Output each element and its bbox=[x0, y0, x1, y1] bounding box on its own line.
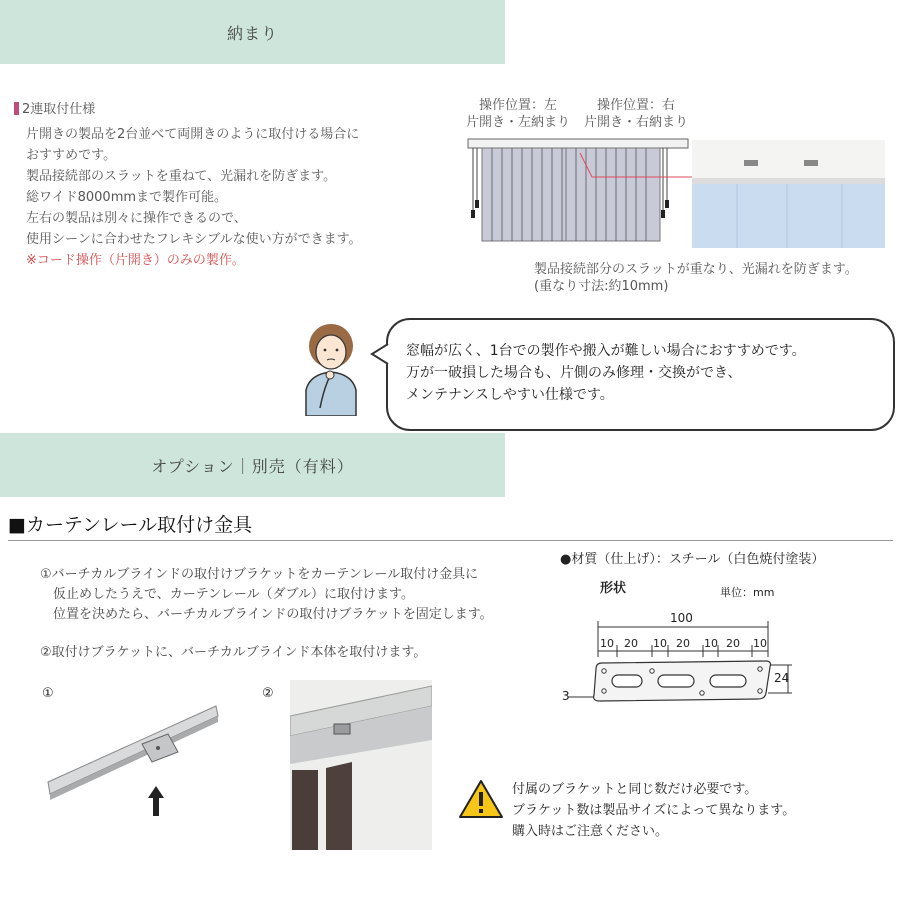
dim-f: 20 bbox=[726, 637, 740, 650]
overlap-dimension: (重なり寸法:約10mm) bbox=[534, 279, 669, 294]
photo-rail bbox=[692, 178, 885, 184]
heading-divider bbox=[8, 540, 893, 541]
warning-line: 付属のブラケットと同じ数だけ必要です。 bbox=[512, 782, 758, 797]
shape-label: 形状 bbox=[600, 581, 627, 596]
photo2-bracket bbox=[334, 724, 350, 734]
photo-rail-area bbox=[692, 140, 885, 180]
section-header-fitting bbox=[0, 0, 505, 64]
speech-bubble-text bbox=[406, 340, 876, 406]
person-eye-left bbox=[324, 349, 327, 352]
photo1-rail-shadow bbox=[50, 716, 218, 800]
bracket-dimension-drawing bbox=[560, 605, 800, 715]
warning-icon bbox=[458, 779, 504, 819]
desc-line: 片開きの製品を2台並べて両開きのように取付ける場合に bbox=[26, 127, 360, 142]
twin-spec-description bbox=[26, 124, 426, 271]
bracket-plate bbox=[594, 661, 771, 701]
photo1-rail bbox=[48, 706, 218, 794]
person-eye-right bbox=[336, 349, 339, 352]
desc-line: 製品接続部のスラットを重ねて、光漏れを防ぎます。 bbox=[26, 169, 337, 184]
left-blind bbox=[482, 148, 574, 241]
step-line: ①バーチカルブラインドの取付けブラケットをカーテンレール取付け金具に bbox=[40, 567, 479, 582]
warning-line: 購入時はご注意ください。 bbox=[512, 824, 669, 839]
bracket-2 bbox=[804, 160, 818, 166]
photo2-slat-left bbox=[292, 770, 318, 850]
desc-line: 左右の製品は別々に操作できるので、 bbox=[26, 211, 247, 226]
dim-g: 10 bbox=[753, 637, 767, 650]
photo-slats bbox=[692, 184, 885, 248]
bubble-line: 万が一破損した場合も、片側のみ修理・交換ができ、 bbox=[406, 365, 742, 381]
section-header-options bbox=[0, 433, 505, 497]
speech-bubble-tail bbox=[370, 342, 390, 366]
left-position-text: 操作位置：左 bbox=[478, 98, 557, 113]
fitting-heading: ■カーテンレール取付け金具 bbox=[8, 514, 253, 536]
desc-line: 使用シーンに合わせたフレキシブルな使い方ができます。 bbox=[26, 232, 362, 247]
section-title: 納まり bbox=[226, 23, 278, 43]
twin-blind-illustration bbox=[462, 135, 694, 245]
dim-total: 100 bbox=[670, 611, 693, 625]
person-face bbox=[316, 335, 346, 369]
overlap-caption-line: 製品接続部分のスラットが重なり、光漏れを防ぎます。 bbox=[534, 262, 858, 277]
desc-line: おすすめです。 bbox=[26, 148, 117, 163]
photo2-slat-right bbox=[326, 762, 352, 850]
step-2-text: ②取付けブラケットに、バーチカルブラインド本体を取付けます。 bbox=[40, 645, 427, 660]
right-operation-label bbox=[580, 97, 692, 131]
right-position-text: 操作位置：右 bbox=[596, 98, 675, 113]
left-operation-label bbox=[462, 97, 574, 131]
twin-spec-heading bbox=[14, 98, 95, 117]
heading-marker bbox=[14, 102, 19, 115]
photo1-screw bbox=[156, 746, 160, 750]
person-thinking-illustration bbox=[300, 318, 362, 416]
desc-line: 総ワイド8000mmまで製作可能。 bbox=[26, 190, 228, 205]
left-mode-text: 片開き・左納まり bbox=[465, 115, 570, 130]
dim-height: 24 bbox=[774, 671, 790, 685]
overlap-caption bbox=[534, 261, 894, 295]
photo-2-blind-mounted bbox=[290, 680, 432, 850]
photo-1-rail-bracket bbox=[46, 702, 221, 820]
dim-e: 10 bbox=[704, 637, 718, 650]
dim-c: 10 bbox=[653, 637, 667, 650]
bracket-1 bbox=[744, 160, 758, 166]
section-title: オプション｜別売（有料） bbox=[151, 456, 354, 476]
step-line: 仮止めしたうえで、カーテンレール（ダブル）に取付けます。 bbox=[40, 587, 414, 602]
left-cord bbox=[471, 148, 479, 218]
twin-spec-title: 2連取付仕様 bbox=[22, 102, 96, 117]
dim-thickness: 3 bbox=[562, 689, 570, 703]
note-cord-only: ※コード操作（片開き）のみの製作。 bbox=[26, 253, 245, 268]
unit-label: 単位：mm bbox=[720, 586, 775, 599]
step-line: 位置を決めたら、バーチカルブラインドの取付けブラケットを固定します。 bbox=[40, 607, 493, 622]
person-hand bbox=[326, 371, 334, 379]
right-cord bbox=[661, 148, 669, 218]
headrail bbox=[468, 139, 688, 148]
bubble-line: 窓幅が広く、1台での製作や搬入が難しい場合におすすめです。 bbox=[406, 343, 806, 359]
up-arrow-icon bbox=[148, 786, 164, 816]
dim-a: 10 bbox=[600, 637, 614, 650]
dim-b: 20 bbox=[624, 637, 638, 650]
dim-d: 20 bbox=[676, 637, 690, 650]
bubble-line: メンテナンスしやすい仕様です。 bbox=[406, 387, 614, 403]
photo-2-label: ② bbox=[262, 686, 274, 701]
material-spec: ●材質（仕上げ）：スチール（白色焼付塗装） bbox=[560, 552, 825, 567]
overlap-photo bbox=[692, 140, 885, 248]
step-1-text bbox=[40, 565, 550, 625]
warning-line: ブラケット数は製品サイズによって異なります。 bbox=[512, 803, 796, 818]
right-mode-text: 片開き・右納まり bbox=[583, 115, 688, 130]
warning-text bbox=[512, 779, 892, 842]
photo-1-label: ① bbox=[42, 686, 54, 701]
